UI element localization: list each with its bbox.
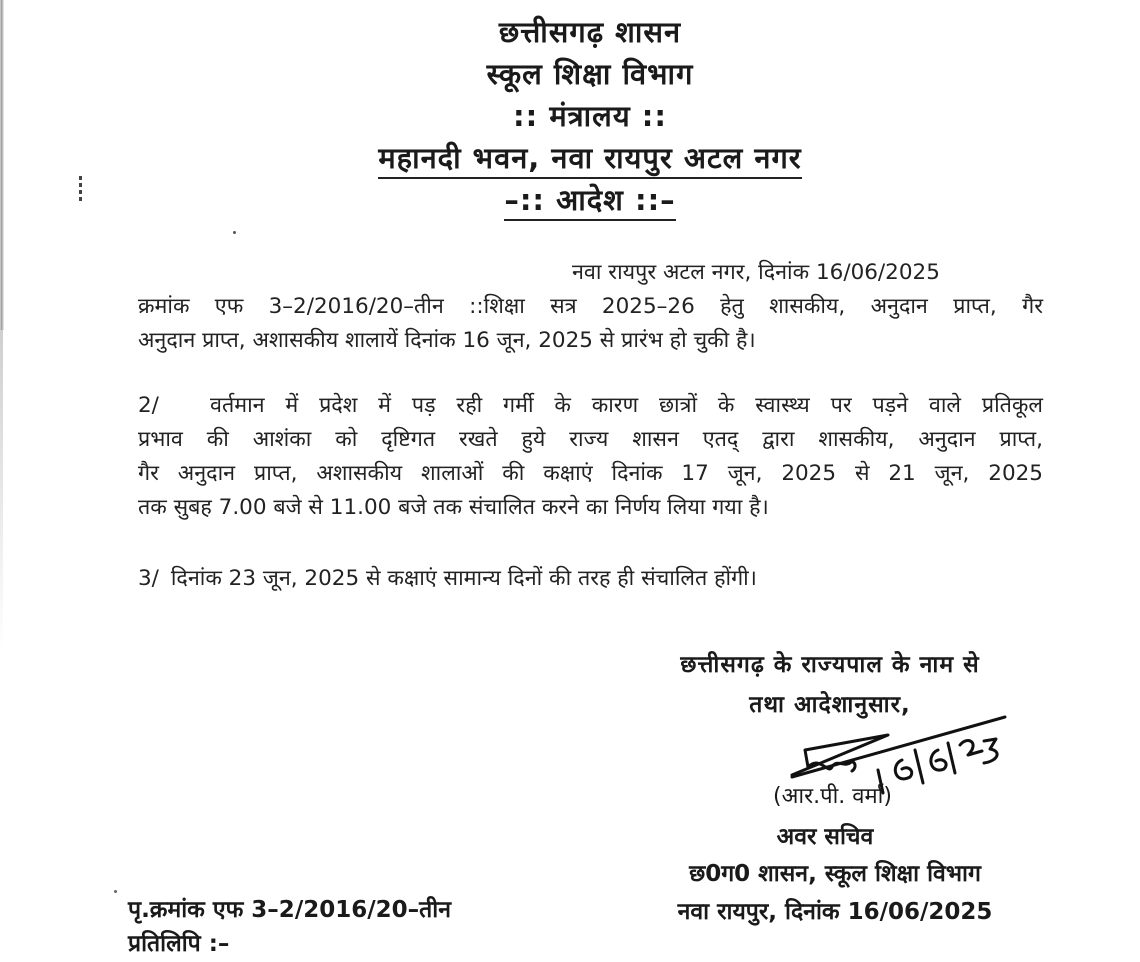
paragraph-3 xyxy=(138,562,1043,596)
paragraph-line-text: वर्तमान में प्रदेश में पड़ रही गर्मी के कारण छात्रों के स्वास्थ्य पर पड़ने वाले प्रतिकूल xyxy=(210,393,1043,418)
authority-line-2: तथा आदेशानुसार, xyxy=(749,692,911,718)
paragraph-line-text: दिनांक 23 जून, 2025 से कक्षाएं सामान्य दिनों की तरह ही संचालित होंगी। xyxy=(170,566,757,591)
signature-place-date: नवा रायपुर, दिनांक 16/06/2025 xyxy=(677,899,993,925)
paragraph-line xyxy=(138,562,1043,596)
paragraph-line-first xyxy=(138,389,1043,423)
order-title xyxy=(0,182,1140,218)
authority-line: छत्तीसगढ़ के राज्यपाल के नाम से xyxy=(680,652,980,678)
officer-name: (आर.पी. वर्मा) xyxy=(773,784,892,809)
scan-edge-shadow-lower xyxy=(0,330,3,650)
ministry-title: :: मंत्रालय :: xyxy=(513,99,667,133)
paragraph-1 xyxy=(138,290,1043,358)
officer-designation: अवर सचिव xyxy=(776,824,874,850)
address-line xyxy=(0,140,1140,176)
paragraph-line: गैर अनुदान प्राप्त, अशासकीय शालाओं की कक्षाएं दिनांक 17 जून, 2025 से 21 जून, 2025 xyxy=(138,461,1043,486)
scan-artifact xyxy=(114,890,117,893)
paragraph-2 xyxy=(138,389,1043,525)
paragraph-line: तक सुबह 7.00 बजे से 11.00 बजे तक संचालित करने का निर्णय लिया गया है। xyxy=(138,495,769,520)
paragraph-line: प्रभाव की आशंका को दृष्टिगत रखते हुये राज्य शासन एतद् द्वारा शासकीय, अनुदान प्राप्त, xyxy=(138,427,1043,452)
department-title: स्कूल शिक्षा विभाग xyxy=(486,57,694,91)
paragraph-line: क्रमांक एफ 3–2/2016/20–तीन ::शिक्षा सत्र 2025–26 हेतु शासकीय, अनुदान प्राप्त, गैर xyxy=(138,294,1043,319)
order-place-date: नवा रायपुर अटल नगर, दिनांक 16/06/2025 xyxy=(572,260,940,285)
paragraph-number: 3/ xyxy=(138,566,159,591)
order-title-text: –:: आदेश ::– xyxy=(504,183,675,221)
government-title: छत्तीसगढ़ शासन xyxy=(498,15,682,49)
paragraph-number: 2/ xyxy=(138,393,159,418)
officer-department: छ0ग0 शासन, स्कूल शिक्षा विभाग xyxy=(689,861,981,887)
copy-to-label: प्रतिलिपि :– xyxy=(128,931,230,957)
scan-artifact xyxy=(233,231,236,234)
paragraph-line: अनुदान प्राप्त, अशासकीय शालायें दिनांक 16 जून, 2025 से प्रारंभ हो चुकी है। xyxy=(138,328,756,353)
address-text: महानदी भवन, नवा रायपुर अटल नगर xyxy=(378,141,801,179)
endorsement-reference: पृ.क्रमांक एफ 3–2/2016/20–तीन xyxy=(128,897,451,923)
